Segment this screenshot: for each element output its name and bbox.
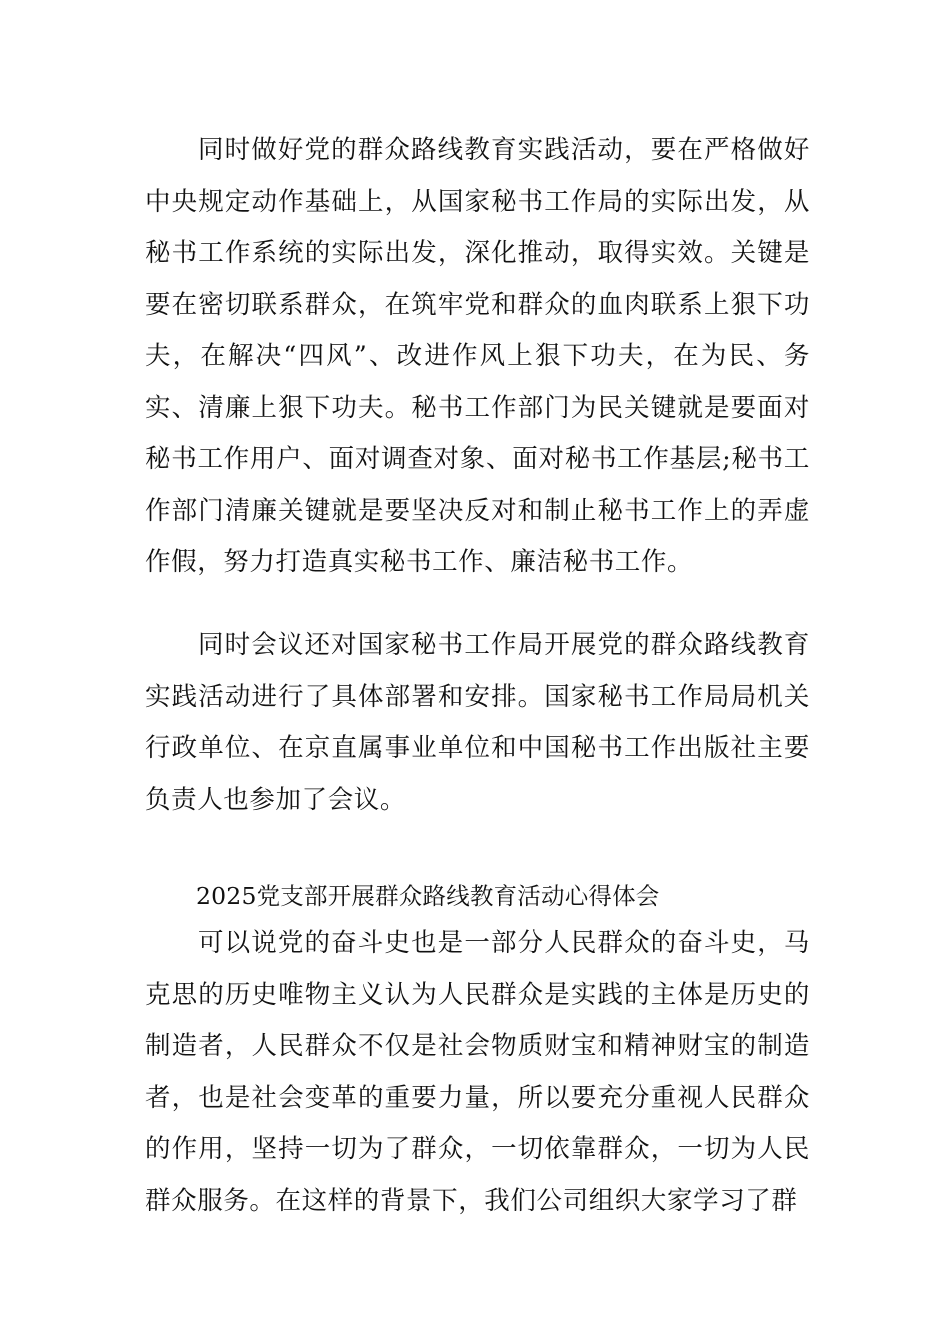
paragraph-reflection: 可以说党的奋斗史也是一部分人民群众的奋斗史，马克思的历史唯物主义认为人民群众是实践的主体是历史的制造者，人民群众不仅是社会物质财宝和精神财宝的制造者，也是社会变革的重要力量，所以要充分重视人民群众的作用，坚持一切为了群众，一切依靠群众，一切为人民群众服务。在这样的背景下，我们公司组织大家学习了群 (145, 928, 810, 1216)
paragraph-work-requirements: 同时做好党的群众路线教育实践活动，要在严格做好中央规定动作基础上，从国家秘书工作局的实际出发，从秘书工作系统的实际出发，深化推动，取得实效。关键是要在密切联系群众，在筑牢党和群众的血肉联系上狠下功夫，在解决“四风”、改进作风上狠下功夫，在为民、务实、清廉上狠下功夫。秘书工作部门为民关键就是要面对秘书工作用户、面对调查对象、面对秘书工作基层;秘书工作部门清廉关键就是要坚决反对和制止秘书工作上的弄虚作假，努力打造真实秘书工作、廉洁秘书工作。 (145, 135, 810, 577)
paragraph-meeting-arrangement: 同时会议还对国家秘书工作局开展党的群众路线教育实践活动进行了具体部署和安排。国家秘书工作局局机关行政单位、在京直属事业单位和中国秘书工作出版社主要负责人也参加了会议。 (145, 630, 810, 815)
section-heading: 2025党支部开展群众路线教育活动心得体会 (196, 882, 660, 910)
